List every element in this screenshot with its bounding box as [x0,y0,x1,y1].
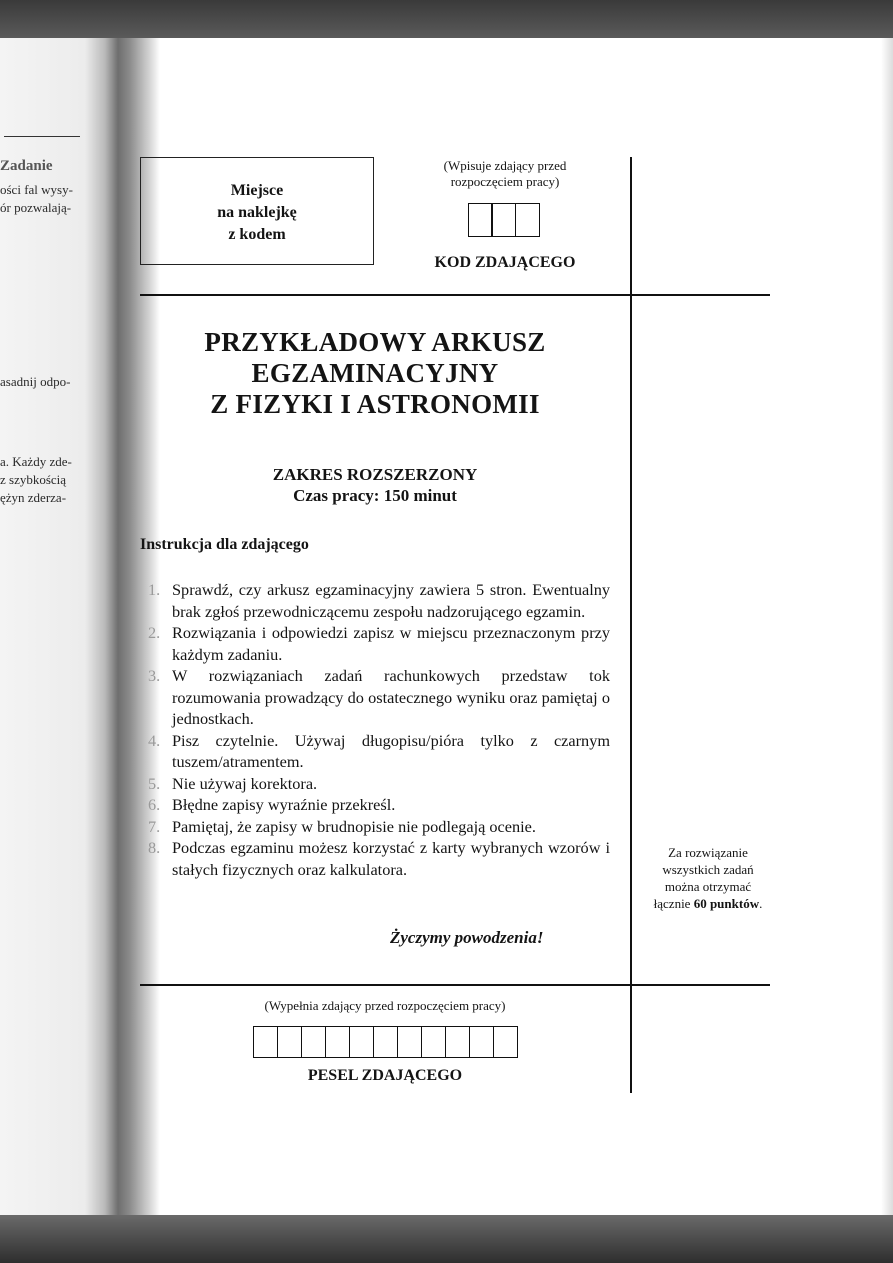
instruction-item [148,773,610,795]
instruction-number: 1. [148,580,161,599]
points-line: Za rozwiązanie [668,845,748,860]
points-prefix: łącznie [653,896,691,911]
code-boxes[interactable] [469,203,540,237]
instruction-text: Rozwiązania i odpowiedzi zapisz w miejscu przeznaczonym przy każdym zadaniu. [172,623,610,664]
code-digit-box[interactable] [491,203,516,237]
frame-vertical-top [630,157,632,295]
points-line: można otrzymać [664,879,752,894]
sticker-line: Miejsce [230,182,284,199]
instructions-list [148,579,610,880]
instruction-item [148,622,610,665]
scan-border-top [0,0,893,38]
frame-horizontal-bottom [140,984,770,986]
pesel-digit-box[interactable] [301,1026,327,1058]
instruction-text: Podczas egzaminu możesz korzystać z karty wybranych wzorów i stałych fizycznych oraz kalkulatora. [172,838,610,879]
instruction-item [148,730,610,773]
pesel-digit-box[interactable] [349,1026,375,1058]
instruction-number: 3. [148,666,161,685]
pesel-digit-box[interactable] [373,1026,399,1058]
subtitle-line: Czas pracy: 150 minut [293,486,457,505]
instruction-item [148,816,610,838]
pesel-note: (Wypełnia zdający przed rozpoczęciem pracy) [264,998,506,1013]
points-line: wszystkich zadań [662,862,754,877]
instruction-text: Pisz czytelnie. Używaj długopisu/pióra tylko z czarnym tuszem/atramentem. [172,730,610,771]
instruction-number: 8. [148,838,161,857]
instructions-heading: Instrukcja dla zdającego [140,536,309,553]
pesel-digit-box[interactable] [421,1026,447,1058]
sticker-line: z kodem [228,226,286,243]
code-digit-box[interactable] [468,203,493,237]
adjacent-page-text: ości fal wysy- [0,182,73,197]
adjacent-page-text: a. Każdy zde- [0,454,72,469]
frame-vertical-bottom [630,985,632,1093]
points-line [634,895,782,912]
code-note [400,158,610,190]
adjacent-page-text: asadnij odpo- [0,374,71,389]
sticker-line: na naklejkę [217,204,297,221]
instruction-number: 2. [148,623,161,642]
pesel-digit-box[interactable] [493,1026,519,1058]
pesel-digit-box[interactable] [277,1026,303,1058]
pesel-digit-box[interactable] [325,1026,351,1058]
instruction-number: 7. [148,816,161,836]
title-line: PRZYKŁADOWY ARKUSZ [204,327,546,357]
instruction-item [148,837,610,880]
pesel-label: PESEL ZDAJĄCEGO [307,1067,463,1084]
pesel-boxes[interactable] [254,1026,518,1058]
instruction-number: 4. [148,730,161,750]
adjacent-page-rule [4,136,80,137]
frame-horizontal-top [140,294,770,296]
title-line: Z FIZYKI I ASTRONOMII [210,389,540,419]
frame-vertical-middle [630,295,632,985]
pesel-digit-box[interactable] [445,1026,471,1058]
instruction-number: 5. [148,773,161,793]
adjacent-page-text: ężyn zderza- [0,490,67,505]
sticker-text [141,180,373,246]
points-note [634,844,782,912]
scan-border-bottom [0,1215,893,1263]
instruction-item [148,665,610,730]
instruction-text: Nie używaj korektora. [172,773,318,793]
sticker-box [140,157,374,265]
good-luck-wish: Życzymy powodzenia! [390,928,544,947]
adjacent-page-heading: Zadanie [0,158,53,174]
instruction-text: Błędne zapisy wyraźnie przekreśl. [172,795,396,814]
adjacent-page-text: ór pozwalają- [0,200,72,215]
pesel-digit-box[interactable] [397,1026,423,1058]
instruction-item [148,579,610,622]
exam-title [170,327,580,420]
adjacent-page-fragment [0,38,160,1215]
points-total: 60 punktów [693,896,760,911]
code-note-line: (Wpisuje zdający przed [443,158,567,173]
subtitle-line: ZAKRES ROZSZERZONY [272,465,478,484]
code-label: KOD ZDAJĄCEGO [434,254,576,271]
exam-subtitle [200,464,550,506]
instruction-text: W rozwiązaniach zadań rachunkowych przedstaw tok rozumowania prowadzący do ostatecznego wyniku oraz pamiętaj o jednostkach. [172,666,610,728]
code-digit-box[interactable] [515,203,540,237]
code-note-line: rozpoczęciem pracy) [450,174,560,189]
page-edge-right [881,38,893,1215]
instruction-item [148,794,610,816]
instruction-text: Sprawdź, czy arkusz egzaminacyjny zawiera 5 stron. Ewentualny brak zgłoś przewodniczącemu zespołu nadzorującego egzamin. [172,580,610,621]
title-line: EGZAMINACYJNY [251,358,499,388]
instruction-text: Pamiętaj, że zapisy w brudnopisie nie podlegają ocenie. [172,816,536,836]
adjacent-page-text: z szybkością [0,472,67,487]
instruction-number: 6. [148,795,161,814]
pesel-digit-box[interactable] [253,1026,279,1058]
pesel-digit-box[interactable] [469,1026,495,1058]
points-suffix: . [759,896,763,911]
